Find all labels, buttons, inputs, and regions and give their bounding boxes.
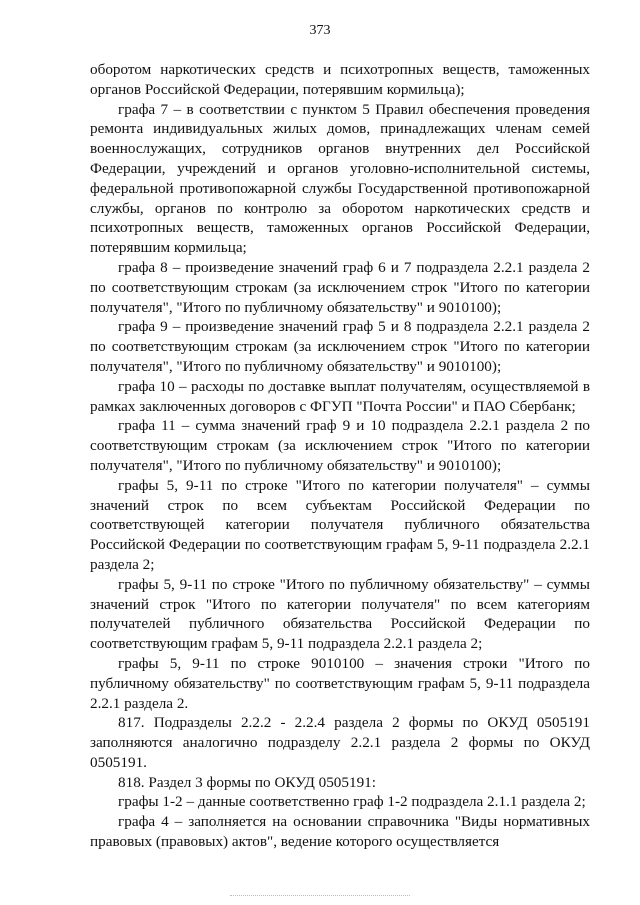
paragraph: графа 10 – расходы по доставке выплат получателям, осуществляемой в рамках заключенных договоров с ФГУП "Почта России" и ПАО Сбербанк; (90, 377, 590, 415)
document-body (90, 60, 590, 852)
page-number: 373 (309, 23, 331, 38)
paragraph: 818. Раздел 3 формы по ОКУД 0505191: (118, 773, 376, 791)
paragraph: графа 9 – произведение значений граф 5 и 8 подраздела 2.2.1 раздела 2 по соответствующим строкам (за исключением строк "Итого по категории получателя", "Итого по публичному обязательству" и 9010100); (90, 318, 590, 375)
paragraph: 817. Подразделы 2.2.2 - 2.2.4 раздела 2 формы по ОКУД 0505191 заполняются аналогично подразделу 2.2.1 раздела 2 формы по ОКУД 0505191. (90, 714, 590, 771)
paragraph: графы 1-2 – данные соответственно граф 1-2 подраздела 2.1.1 раздела 2; (118, 793, 586, 811)
paragraph: графа 7 – в соответствии с пунктом 5 Правил обеспечения проведения ремонта индивидуальных жилых домов, принадлежащих членам семей военнослужащих, сотрудников органов внутренних дел Российской Федерации, учреждений и органов уголовно-исполнительной системы, федеральной противопожарной службы Государственной противопожарной службы, органов по контролю за оборотом наркотических средств и психотропных веществ, таможенных органов Российской Федерации, потерявшим кормильца; (90, 100, 590, 257)
paragraph: графа 8 – произведение значений граф 6 и 7 подраздела 2.2.1 раздела 2 по соответствующим строкам (за исключением строк "Итого по категории получателя", "Итого по публичному обязательству" и 9010100); (90, 258, 590, 316)
paragraph: графа 4 – заполняется на основании справочника "Виды нормативных правовых (правовых) актов", ведение которого осуществляется (90, 813, 590, 851)
paragraph: графы 5, 9-11 по строке "Итого по публичному обязательству" – суммы значений строк "Итого по категории получателя" по всем категориям получателей публичного обязательства Российской Федерации по соответствующим графам 5, 9-11 подраздела 2.2.1 раздела 2; (90, 575, 590, 653)
paragraph: графа 11 – сумма значений граф 9 и 10 подраздела 2.2.1 раздела 2 по соответствующим строкам (за исключением строк "Итого по категории получателя", "Итого по публичному обязательству" и 9010100); (90, 417, 590, 474)
paragraph: графы 5, 9-11 по строке 9010100 – значения строки "Итого по публичному обязательству" по соответствующим графам 5, 9-11 подраздела 2.2.1 раздела 2. (90, 654, 590, 712)
scan-artifact (230, 895, 410, 900)
paragraph: оборотом наркотических средств и психотропных веществ, таможенных органов Российской Федерации, потерявшим кормильца); (90, 61, 590, 98)
paragraph: графы 5, 9-11 по строке "Итого по категории получателя" – суммы значений строк по всем субъектам Российской Федерации по соответствующей категории получателя публичного обязательства Российской Федерации по соответствующим графам 5, 9-11 подраздела 2.2.1 раздела 2; (90, 476, 590, 573)
